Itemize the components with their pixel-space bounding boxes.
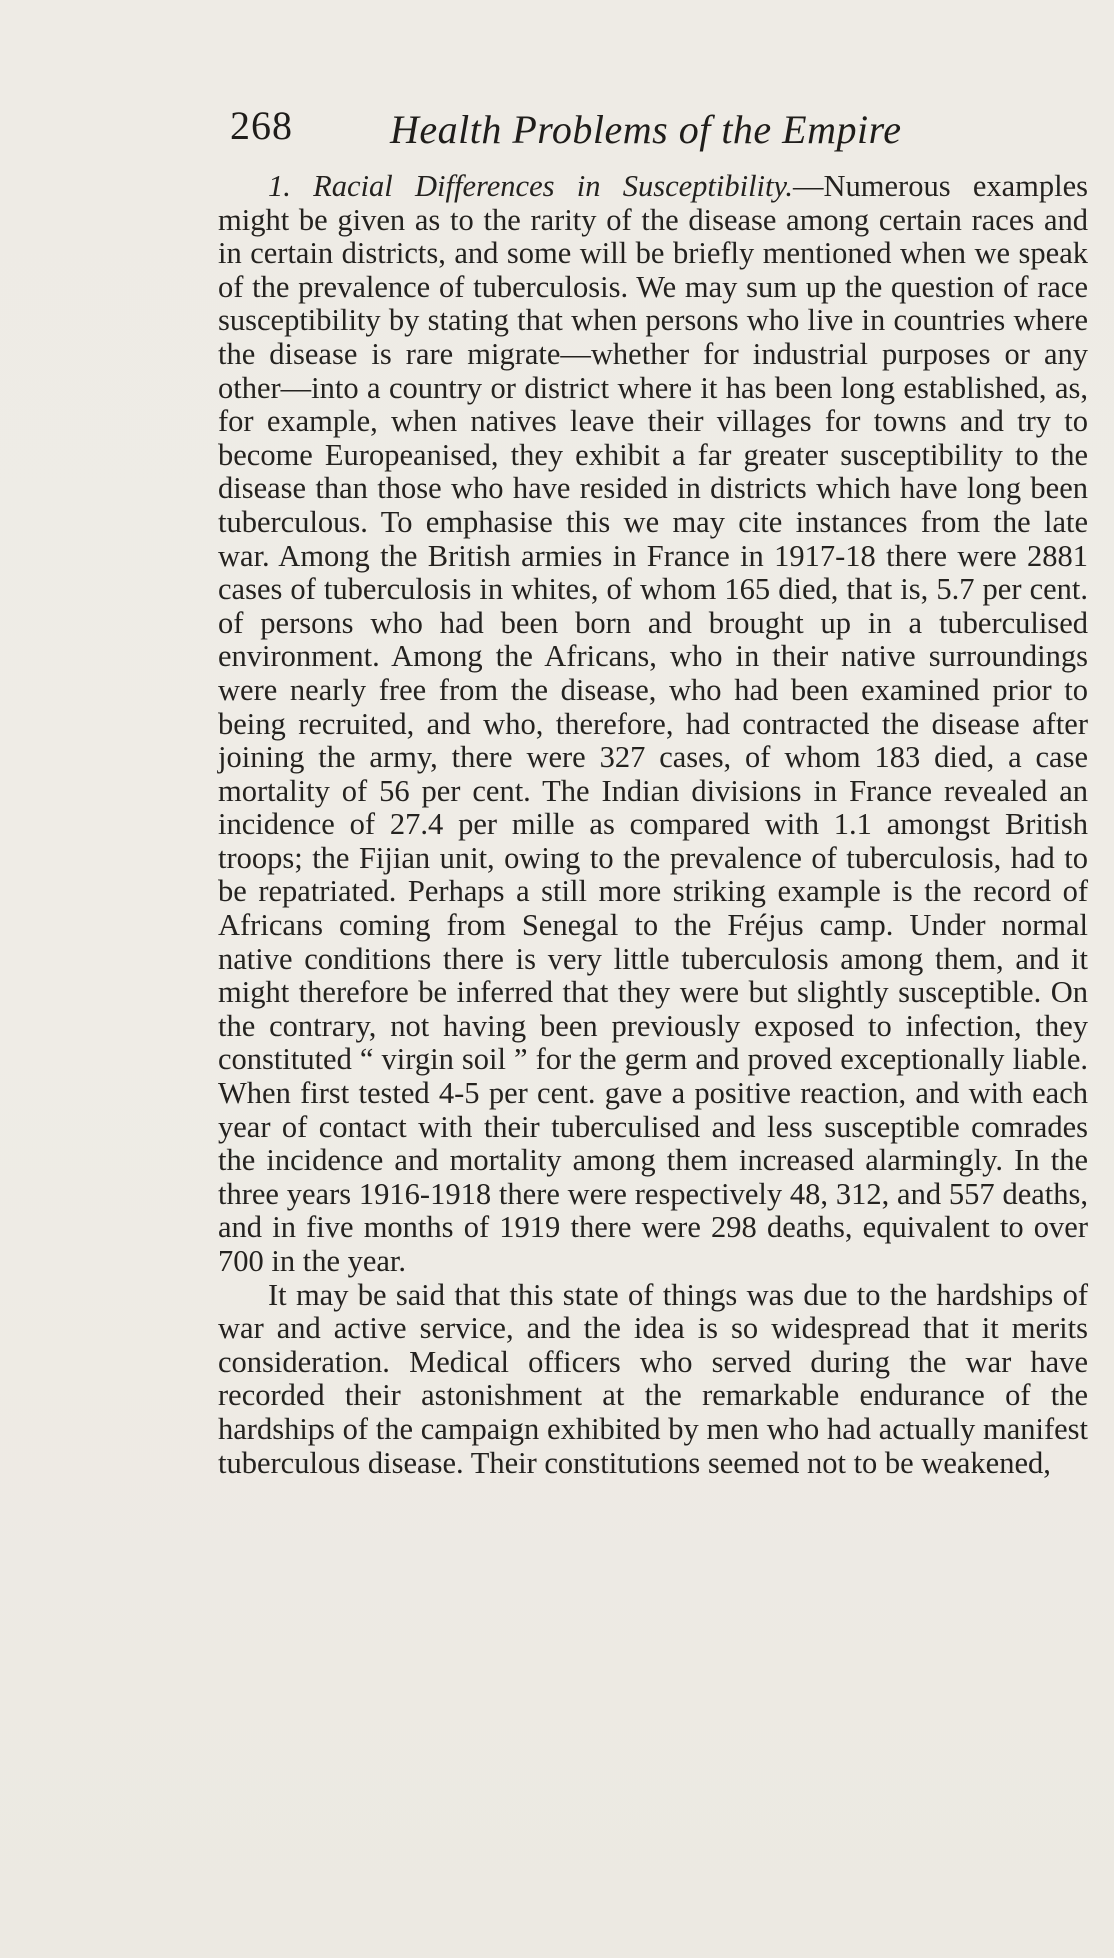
paragraph-racial-differences	[218, 170, 1088, 1279]
body-text	[218, 170, 1088, 1480]
paragraph-hardships	[218, 1279, 1088, 1481]
page-number: 268	[230, 103, 293, 148]
running-title: Health Problems of the Empire	[390, 107, 902, 152]
paragraph-text: It may be said that this state of things was due to the hardships of war and active service, and the idea is so widespread that it merits consideration. Medical officers who served during the war have recorded their astonishment at the remarkable endurance of the hardships of the campaign exhibited by men who had actually manifest tuberculous disease. Their constitutions seemed not to be weakened,	[218, 1277, 1088, 1480]
page-header	[230, 92, 1080, 162]
section-heading: 1. Racial Differences in Susceptibility.	[268, 169, 793, 203]
paragraph-text: —Numerous examples might be given as to the rarity of the disease among certain races and in certain districts, and some will be briefly mentioned when we speak of the prevalence of tuberculosis. We may sum up the question of race susceptibility by stating that when persons who live in countries where the disease is rare migrate—whether for industrial purposes or any other—into a country or district where it has been long established, as, for example, when natives leave their villages for towns and try to become Europeanised, they exhibit a far greater susceptibility to the disease than those who have resided in districts which have long been tuberculous. To emphasise this we may cite instances from the late war. Among the British armies in France in 1917-18 there were 2881 cases of tuberculosis in whites, of whom 165 died, that is, 5.7 per cent. of persons who had been born and brought up in a tuberculised environment. Among the Africans, who in their native surroundings were nearly free from the disease, who had been examined prior to being recruited, and who, therefore, had contracted the disease after joining the army, there were 327 cases, of whom 183 died, a case mortality of 56 per cent. The Indian divisions in France revealed an incidence of 27.4 per mille as compared with 1.1 amongst British troops; the Fijian unit, owing to the prevalence of tuberculosis, had to be repatriated. Perhaps a still more striking example is the record of Africans coming from Senegal to the Fréjus camp. Under normal native conditions there is very little tuberculosis among them, and it might therefore be inferred that they were but slightly susceptible. On the contrary, not having been previously exposed to infection, they constituted “ virgin soil ” for the germ and proved exceptionally liable. When first tested 4-5 per cent. gave a positive reaction, and with each year of contact with their tuberculised and less susceptible comrades the incidence and mortality among them increased alarmingly. In the three years 1916-1918 there were respectively 48, 312, and 557 deaths, and in five months of 1919 there were 298 deaths, equivalent to over 700 in the year.	[218, 169, 1089, 1278]
